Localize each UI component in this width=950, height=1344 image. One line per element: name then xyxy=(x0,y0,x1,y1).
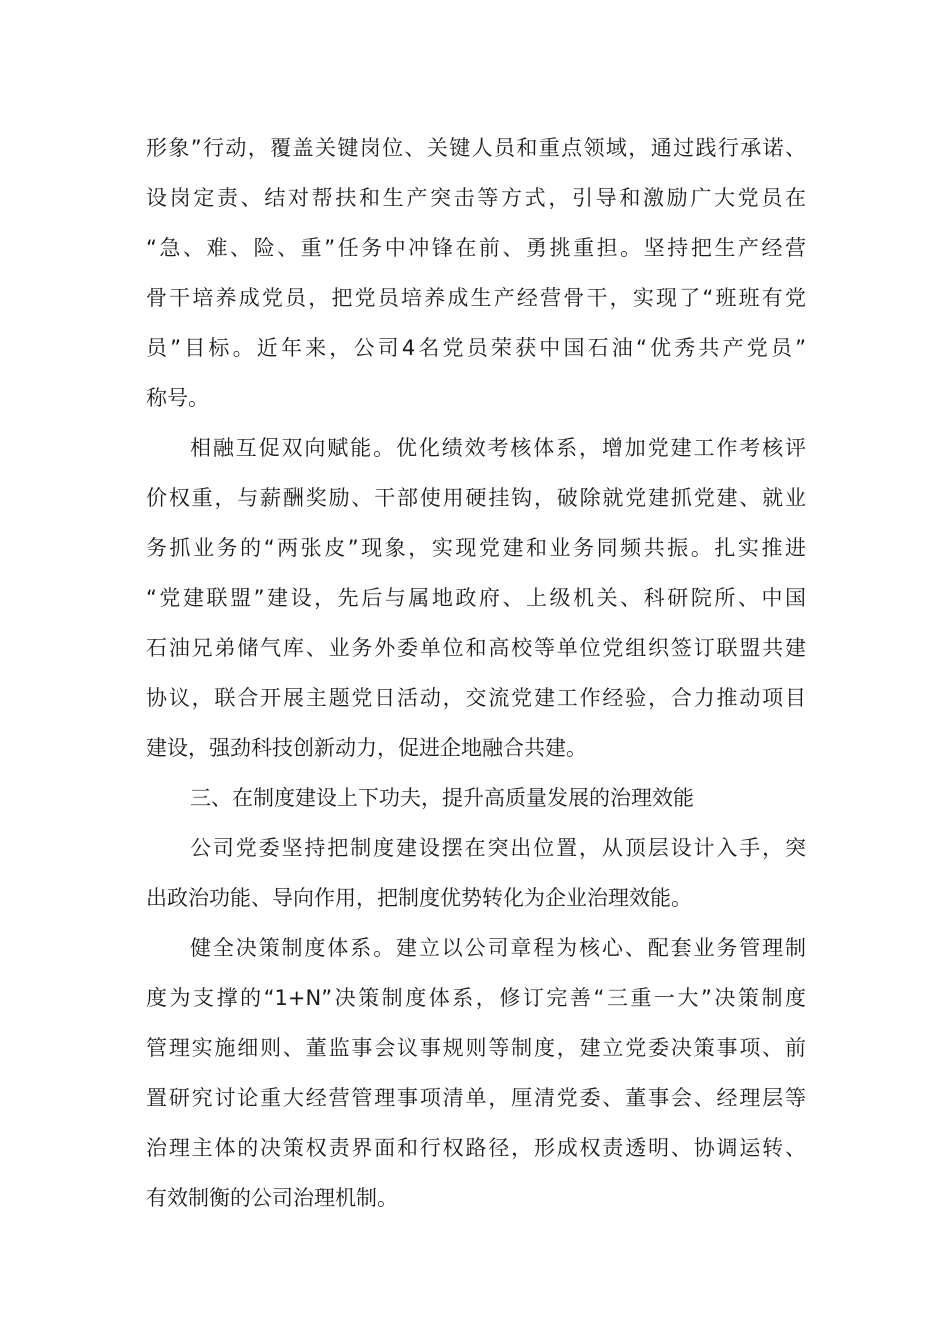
text-line-15: 公司党委坚持把制度建设摆在突出位置，从顶层设计入手，突 xyxy=(190,836,806,860)
text-line-13: 建设，强劲科技创新动力，促进企地融合共建。 xyxy=(146,736,587,760)
text-line-17: 健全决策制度体系。建立以公司章程为核心、配套业务管理制 xyxy=(190,936,806,960)
text-line-4: 骨干培养成党员，把党员培养成生产经营骨干，实现了“班班有党 xyxy=(146,286,806,310)
text-line-6: 称号。 xyxy=(146,386,209,410)
text-line-9: 务抓业务的“两张皮”现象，实现党建和业务同频共振。扎实推进 xyxy=(146,536,806,560)
text-line-8: 价权重，与薪酬奖励、干部使用硬挂钩，破除就党建抓党建、就业 xyxy=(146,486,806,510)
text-line-3: “急、难、险、重”任务中冲锋在前、勇挑重担。坚持把生产经营 xyxy=(146,236,806,260)
section-heading: 三、在制度建设上下功夫，提升高质量发展的治理效能 xyxy=(190,786,694,810)
text-line-16: 出政治功能、导向作用，把制度优势转化为企业治理效能。 xyxy=(146,886,692,910)
text-line-12: 协议，联合开展主题党日活动，交流党建工作经验，合力推动项目 xyxy=(146,686,806,710)
text-line-21: 治理主体的决策权责界面和行权路径，形成权责透明、协调运转、 xyxy=(146,1136,806,1160)
text-line-11: 石油兄弟储气库、业务外委单位和高校等单位党组织签订联盟共建 xyxy=(146,636,806,660)
text-line-20: 置研究讨论重大经营管理事项清单，厘清党委、董事会、经理层等 xyxy=(146,1086,806,1110)
text-line-2: 设岗定责、结对帮扶和生产突击等方式，引导和激励广大党员在 xyxy=(146,186,806,210)
text-line-1: 形象”行动，覆盖关键岗位、关键人员和重点领域，通过践行承诺、 xyxy=(146,136,806,160)
text-line-7: 相融互促双向赋能。优化绩效考核体系，增加党建工作考核评 xyxy=(190,436,806,460)
text-line-5: 员”目标。近年来，公司4名党员荣获中国石油“优秀共产党员” xyxy=(146,336,806,360)
text-line-19: 管理实施细则、董监事会议事规则等制度，建立党委决策事项、前 xyxy=(146,1036,806,1060)
text-line-22: 有效制衡的公司治理机制。 xyxy=(146,1186,398,1210)
text-line-18: 度为支撑的“1+N”决策制度体系，修订完善“三重一大”决策制度 xyxy=(146,986,806,1010)
text-line-10: “党建联盟”建设，先后与属地政府、上级机关、科研院所、中国 xyxy=(146,586,806,610)
